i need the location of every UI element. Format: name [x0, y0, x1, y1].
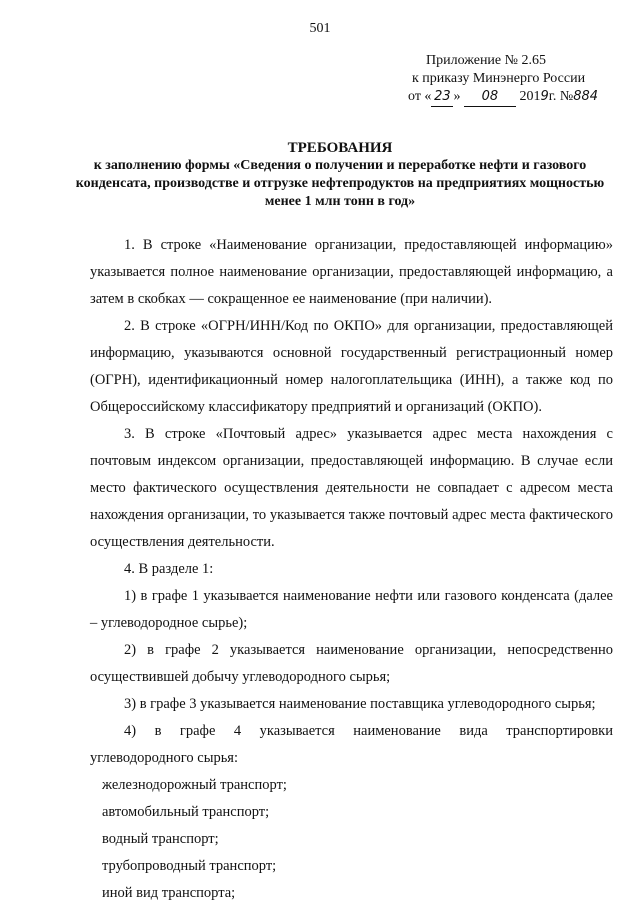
paragraph-2: 2. В строке «ОГРН/ИНН/Код по ОКПО» для организации, предоставляющей информацию, указываются основной государственный регистрационный номер (ОГРН), идентификационный номер налогоплательщика (ИНН), а также код по Общероссийскому классификатору предприятий и организаций (ОКПО).: [90, 318, 613, 415]
paragraph-4-2: 2) в графе 2 указывается наименование организации, непосредственно осуществившей добычу углеводородного сырья;: [90, 642, 613, 685]
paragraph-4: 4. В разделе 1:: [124, 561, 214, 577]
transport-item: водный транспорт;: [102, 831, 219, 847]
appendix-line-2: к приказу Минэнерго России: [412, 71, 586, 86]
appendix-line-3: [408, 88, 603, 107]
transport-item: железнодорожный транспорт;: [102, 777, 287, 793]
page-number: 501: [309, 21, 331, 36]
paragraph-4-1: 1) в графе 1 указывается наименование нефти или газового конденсата (далее – углеводородное сырье);: [90, 588, 613, 631]
handwritten-month: 08: [464, 88, 516, 107]
transport-item: трубопроводный транспорт;: [102, 858, 277, 874]
document-subtitle: к заполнению формы «Сведения о получении и переработке нефти и газового конденсата, производстве и отгрузке нефтепродуктов на предприятиях мощностью менее 1 млн тонн в год»: [75, 158, 605, 209]
document-body: [90, 232, 613, 907]
document-title: ТРЕБОВАНИЯ: [287, 140, 393, 156]
paragraph-3: 3. В строке «Почтовый адрес» указывается адрес места нахождения с почтовым индексом организации, предоставляющей информацию. В случае если место фактического осуществления деятельности не совпадает с адресом места нахождения организации, то указывается также почтовый адрес места фактического осуществления деятельности.: [90, 426, 613, 550]
appendix-line-1: Приложение № 2.65: [426, 53, 546, 68]
date-quote: »: [453, 89, 461, 104]
date-prefix: от «: [408, 89, 432, 104]
handwritten-order-number: 884: [573, 89, 599, 104]
transport-item: автомобильный транспорт;: [102, 804, 270, 820]
handwritten-year-digit: 9: [540, 89, 549, 104]
number-prefix: г. №: [548, 89, 574, 104]
transport-item: иной вид транспорта;: [102, 885, 236, 901]
year-prefix: 201: [519, 89, 541, 104]
paragraph-4-4: 4) в графе 4 указывается наименование вида транспортировки углеводородного сырья:: [90, 723, 613, 766]
paragraph-1: 1. В строке «Наименование организации, предоставляющей информацию» указывается полное наименование организации, предоставляющей информацию, а затем в скобках — сокращенное ее наименование (при наличии).: [90, 237, 613, 307]
handwritten-day: 23: [431, 88, 453, 107]
appendix-header: [408, 52, 603, 107]
paragraph-4-3: 3) в графе 3 указывается наименование поставщика углеводородного сырья;: [124, 696, 596, 712]
